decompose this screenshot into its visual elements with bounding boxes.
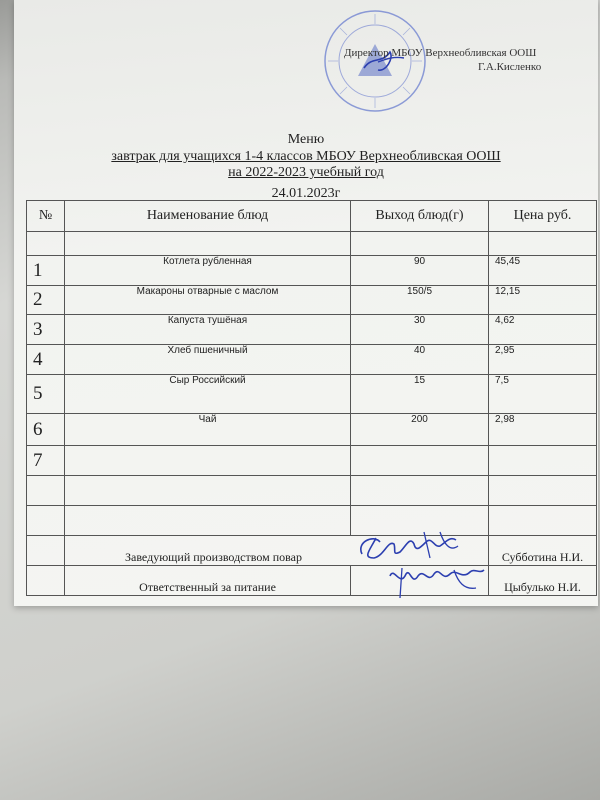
table-row [27, 256, 597, 286]
dish-price: 2,95 [489, 345, 597, 375]
dish-price: 45,45 [489, 256, 597, 286]
director-line: Директор МБОУ Верхнеобливская ООШ [344, 47, 537, 59]
menu-table [26, 200, 597, 596]
table-row [27, 446, 597, 476]
signature-row-chef [27, 536, 597, 566]
signature-row-nutrition [27, 566, 597, 596]
dish-output: 30 [351, 315, 489, 345]
row-number: 7 [27, 446, 65, 476]
dish-name: Хлеб пшеничный [65, 345, 351, 375]
menu-date: 24.01.2023г [271, 186, 341, 201]
column-header-number: № [27, 201, 65, 232]
dish-price: 7,5 [489, 375, 597, 414]
dish-name [65, 446, 351, 476]
chef-name: Субботина Н.И. [489, 536, 597, 566]
table-row-empty [27, 506, 597, 536]
dish-output: 150/5 [351, 286, 489, 315]
table-row [27, 286, 597, 315]
chef-label: Заведующий производством повар [65, 536, 489, 566]
table-header-row [27, 201, 597, 232]
director-name: Г.А.Кисленко [478, 61, 542, 73]
dish-name: Чай [65, 414, 351, 446]
dish-name: Котлета рубленная [65, 256, 351, 286]
row-number: 1 [27, 256, 65, 286]
dish-price: 12,15 [489, 286, 597, 315]
dish-name: Сыр Российский [65, 375, 351, 414]
dish-price [489, 446, 597, 476]
table-row [27, 414, 597, 446]
school-year: на 2022-2023 учебный год [228, 165, 384, 180]
table-row [27, 375, 597, 414]
column-header-output: Выход блюд(г) [351, 201, 489, 232]
row-number: 6 [27, 414, 65, 446]
table-row-empty [27, 476, 597, 506]
dish-output: 15 [351, 375, 489, 414]
row-number: 2 [27, 286, 65, 315]
dish-output [351, 446, 489, 476]
dish-output: 200 [351, 414, 489, 446]
column-header-name: Наименование блюд [65, 201, 351, 232]
nutrition-name: Цыбулько Н.И. [489, 566, 597, 596]
menu-title: Меню [287, 132, 325, 147]
column-header-price: Цена руб. [489, 201, 597, 232]
handwritten-signatures [354, 528, 494, 604]
row-number: 4 [27, 345, 65, 375]
document-page [14, 0, 598, 606]
table-row-empty [27, 232, 597, 256]
approval-header [344, 46, 600, 74]
table-row [27, 315, 597, 345]
menu-subtitle: завтрак для учащихся 1-4 классов МБОУ Верхнеобливская ООШ [111, 149, 501, 164]
dish-output: 90 [351, 256, 489, 286]
dish-output: 40 [351, 345, 489, 375]
nutrition-label: Ответственный за питание [65, 566, 351, 596]
dish-name: Капуста тушёная [65, 315, 351, 345]
row-number: 5 [27, 375, 65, 414]
table-row [27, 345, 597, 375]
dish-price: 2,98 [489, 414, 597, 446]
dish-name: Макароны отварные с маслом [65, 286, 351, 315]
row-number: 3 [27, 315, 65, 345]
dish-price: 4,62 [489, 315, 597, 345]
